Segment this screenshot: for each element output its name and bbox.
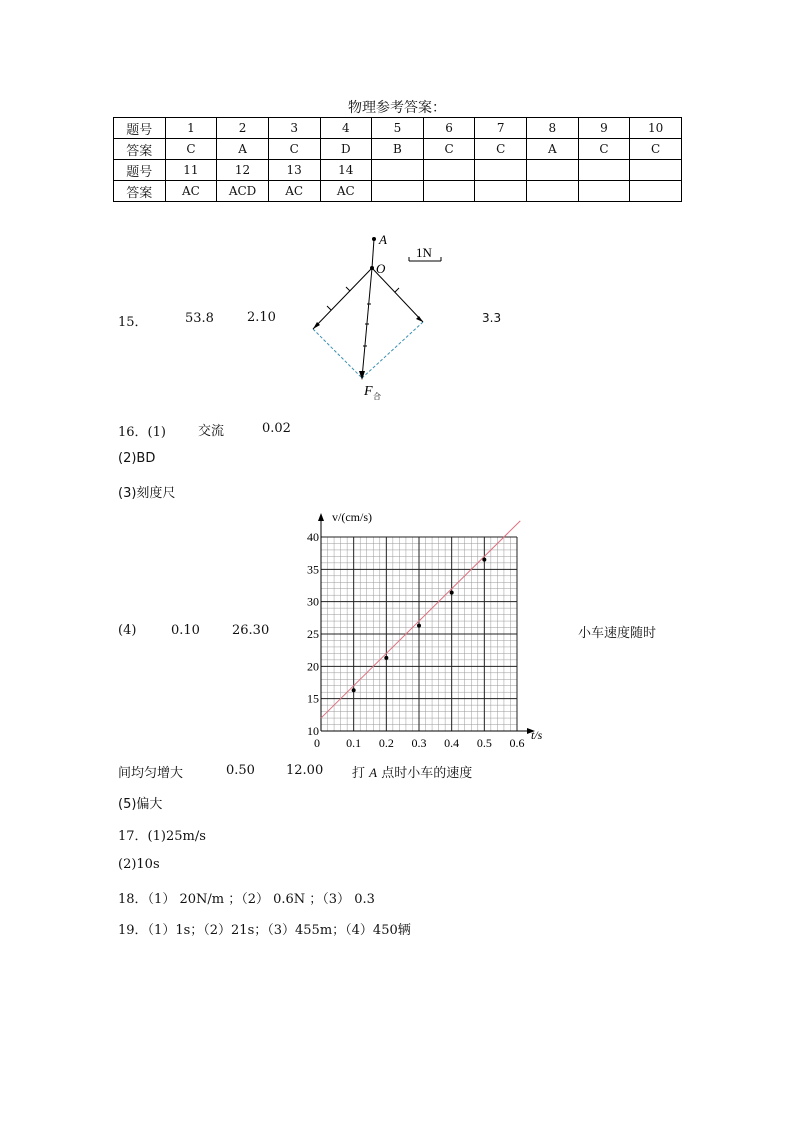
dashed-side-left bbox=[313, 329, 362, 378]
force-resultant bbox=[362, 268, 372, 378]
force-right-arrowhead bbox=[416, 316, 423, 322]
point-a-dot bbox=[372, 237, 376, 241]
y-axis-arrow bbox=[318, 513, 324, 521]
q16-p3: (3)刻度尺 bbox=[118, 486, 176, 501]
q16-p1-label: 16．(1) bbox=[118, 425, 166, 440]
force-left bbox=[313, 268, 372, 329]
data-point bbox=[482, 558, 486, 562]
y-tick-label: 25 bbox=[307, 627, 319, 641]
table-cell: 13 bbox=[268, 160, 320, 181]
table-cell bbox=[372, 160, 424, 181]
force-right bbox=[372, 268, 423, 322]
chart-x-label: t/s bbox=[531, 728, 543, 742]
q16-p4-text-post: 点时小车的速度 bbox=[381, 766, 473, 781]
chart-y-label: v/(cm/s) bbox=[332, 510, 372, 524]
q16-p1-value-2: 0.02 bbox=[262, 421, 291, 436]
table-cell bbox=[372, 181, 424, 202]
chart-major-grid bbox=[321, 537, 517, 731]
q16-p4-text-final bbox=[352, 762, 472, 781]
q16-p5: (5)偏大 bbox=[118, 797, 163, 812]
dashed-side-right bbox=[362, 322, 423, 378]
x-tick-label: 0 bbox=[314, 736, 320, 750]
q16-p4-value-4: 12.00 bbox=[286, 763, 324, 778]
y-tick-label: 15 bbox=[307, 691, 319, 706]
row-label: 答案 bbox=[114, 181, 166, 202]
q18: 18．（1） 20N/m ；（2） 0.6N ；（3） 0.3 bbox=[118, 892, 375, 907]
y-tick-label: 20 bbox=[307, 659, 319, 674]
table-cell: ACD bbox=[217, 181, 269, 202]
table-row bbox=[114, 181, 682, 202]
row-label: 题号 bbox=[114, 118, 166, 139]
data-point bbox=[384, 656, 388, 660]
table-cell bbox=[578, 181, 630, 202]
table-cell: 1 bbox=[165, 118, 217, 139]
point-a-label: A bbox=[379, 232, 387, 247]
x-tick-label: 0.5 bbox=[476, 736, 492, 750]
q16-p1-value-1: 交流 bbox=[198, 424, 225, 439]
table-cell bbox=[527, 181, 579, 202]
q16-p4-value-1: 0.10 bbox=[171, 623, 200, 638]
table-cell: 6 bbox=[423, 118, 475, 139]
table-cell: C bbox=[165, 139, 217, 160]
table-cell: 11 bbox=[165, 160, 217, 181]
resultant-subscript: 合 bbox=[373, 392, 381, 401]
x-tick-label: 0.4 bbox=[444, 736, 460, 750]
q16-p4-value-2: 26.30 bbox=[232, 623, 270, 638]
data-point bbox=[417, 624, 421, 628]
q16-p2: (2)BD bbox=[118, 451, 156, 466]
q15-label: 15． bbox=[118, 315, 148, 330]
q15-value-2: 2.10 bbox=[247, 310, 276, 325]
page-title: 物理参考答案： bbox=[348, 100, 446, 116]
table-cell: 5 bbox=[372, 118, 424, 139]
force-diagram bbox=[300, 228, 450, 408]
table-cell: B bbox=[372, 139, 424, 160]
q16-p4-text-cont: 间均匀增大 bbox=[118, 766, 184, 781]
point-o-label: O bbox=[376, 261, 386, 276]
data-point bbox=[450, 591, 454, 595]
table-cell bbox=[630, 181, 682, 202]
table-cell: 8 bbox=[527, 118, 579, 139]
table-cell: AC bbox=[165, 181, 217, 202]
table-cell bbox=[578, 160, 630, 181]
table-cell bbox=[630, 160, 682, 181]
table-cell: 3 bbox=[268, 118, 320, 139]
table-cell: A bbox=[217, 139, 269, 160]
row-label: 题号 bbox=[114, 160, 166, 181]
table-cell bbox=[475, 181, 527, 202]
table-row bbox=[114, 118, 682, 139]
table-row bbox=[114, 160, 682, 181]
q16-p4-value-3: 0.50 bbox=[226, 763, 255, 778]
q15-value-3: 3.3 bbox=[482, 311, 502, 325]
x-tick-label: 0.3 bbox=[411, 736, 427, 750]
table-cell: 9 bbox=[578, 118, 630, 139]
table-cell bbox=[423, 160, 475, 181]
q16-p4-text-right: 小车速度随时 bbox=[578, 626, 657, 641]
table-cell: AC bbox=[268, 181, 320, 202]
q16-p4-text-a: A bbox=[369, 765, 378, 780]
table-cell: C bbox=[630, 139, 682, 160]
line-oa bbox=[372, 239, 374, 268]
y-tick-label: 40 bbox=[307, 530, 319, 544]
y-tick-label: 10 bbox=[307, 724, 319, 738]
x-tick-label: 0.6 bbox=[509, 736, 525, 750]
table-cell: 7 bbox=[475, 118, 527, 139]
fit-line bbox=[321, 521, 520, 718]
q15-value-1: 53.8 bbox=[185, 311, 214, 326]
scale-label: 1N bbox=[416, 245, 432, 260]
data-point bbox=[352, 688, 356, 692]
table-cell: A bbox=[527, 139, 579, 160]
table-cell bbox=[423, 181, 475, 202]
table-cell: 14 bbox=[320, 160, 372, 181]
answer-table bbox=[113, 117, 682, 202]
q19: 19．（1）1s；（2）21s；（3）455m；（4）450辆 bbox=[118, 923, 411, 938]
table-cell bbox=[475, 160, 527, 181]
table-cell: D bbox=[320, 139, 372, 160]
table-cell: AC bbox=[320, 181, 372, 202]
table-cell bbox=[527, 160, 579, 181]
table-cell: 12 bbox=[217, 160, 269, 181]
resultant-label: F bbox=[364, 384, 373, 399]
table-cell: C bbox=[268, 139, 320, 160]
q17-p2: (2)10s bbox=[118, 857, 160, 872]
chart-fit-line bbox=[321, 521, 520, 718]
row-label: 答案 bbox=[114, 139, 166, 160]
x-tick-label: 0.1 bbox=[346, 736, 362, 750]
q16-p4-label: (4) bbox=[118, 623, 137, 638]
chart-axes bbox=[318, 513, 535, 734]
table-cell: 2 bbox=[217, 118, 269, 139]
table-cell: C bbox=[578, 139, 630, 160]
table-row bbox=[114, 139, 682, 160]
y-tick-label: 30 bbox=[307, 594, 319, 609]
velocity-time-chart bbox=[290, 505, 552, 755]
q16-p4-text-pre: 打 bbox=[352, 766, 366, 781]
y-tick-label: 35 bbox=[307, 562, 319, 577]
table-cell: C bbox=[423, 139, 475, 160]
table-cell: 4 bbox=[320, 118, 372, 139]
table-cell: C bbox=[475, 139, 527, 160]
table-cell: 10 bbox=[630, 118, 682, 139]
x-tick-label: 0.2 bbox=[378, 736, 394, 750]
q17-p1: 17．(1)25m/s bbox=[118, 829, 206, 844]
